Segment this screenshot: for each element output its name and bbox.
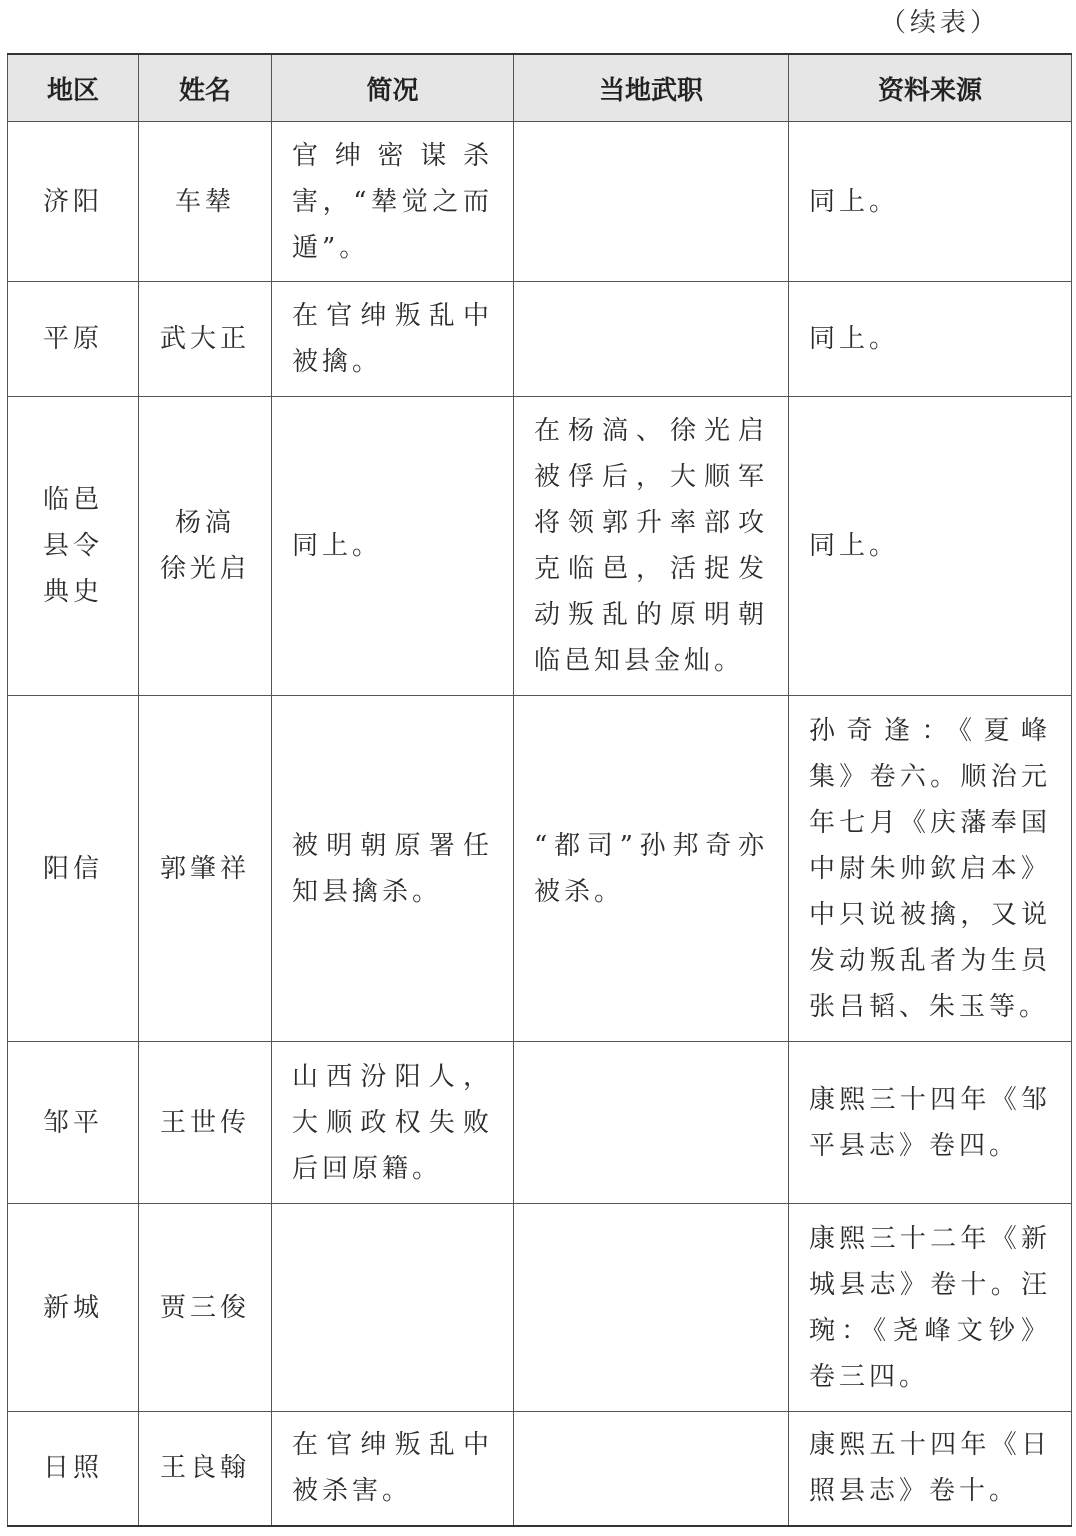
source-cell: 康熙三十二年《新城县志》卷十。汪琬：《尧峰文钞》卷三四。 [789, 1204, 1072, 1412]
summary-cell [272, 1204, 514, 1412]
source-cell: 同上。 [789, 282, 1072, 397]
region-cell: 日照 [8, 1412, 139, 1526]
source-cell: 康熙五十四年《日照县志》卷十。 [789, 1412, 1072, 1526]
summary-cell: 同上。 [272, 397, 514, 696]
region-cell: 临邑 县令 典史 [8, 397, 139, 696]
table-row [8, 282, 1072, 397]
table-header-row [8, 54, 1072, 122]
name-cell: 车辇 [139, 122, 272, 282]
region-cell: 新城 [8, 1204, 139, 1412]
summary-cell: 山西汾阳人，大顺政权失败后回原籍。 [272, 1042, 514, 1204]
military-post-cell [514, 1204, 789, 1412]
header-name: 姓名 [139, 54, 272, 122]
header-source: 资料来源 [789, 54, 1072, 122]
table-row [8, 696, 1072, 1042]
name-cell: 郭肇祥 [139, 696, 272, 1042]
header-summary: 简况 [272, 54, 514, 122]
region-cell: 济阳 [8, 122, 139, 282]
table-row [8, 122, 1072, 282]
military-post-cell [514, 1042, 789, 1204]
name-cell: 王良翰 [139, 1412, 272, 1526]
name-cell: 武大正 [139, 282, 272, 397]
military-post-cell [514, 282, 789, 397]
name-cell: 贾三俊 [139, 1204, 272, 1412]
military-post-cell: 在杨滈、徐光启被俘后，大顺军将领郭升率部攻克临邑，活捉发动叛乱的原明朝临邑知县金灿。 [514, 397, 789, 696]
source-cell: 同上。 [789, 397, 1072, 696]
table-row [8, 1042, 1072, 1204]
officials-table [7, 53, 1072, 1527]
source-cell: 孙奇逢：《夏峰集》卷六。顺治元年七月《庆藩奉国中尉朱帅欽启本》中只说被擒，又说发动叛乱者为生员张吕韬、朱玉等。 [789, 696, 1072, 1042]
region-cell: 阳信 [8, 696, 139, 1042]
military-post-cell [514, 1412, 789, 1526]
region-cell: 平原 [8, 282, 139, 397]
header-region: 地区 [8, 54, 139, 122]
continued-label: （续表） [880, 8, 1001, 38]
summary-cell: 在官绅叛乱中被杀害。 [272, 1412, 514, 1526]
region-cell: 邹平 [8, 1042, 139, 1204]
summary-cell: 在官绅叛乱中被擒。 [272, 282, 514, 397]
military-post-cell: “都司”孙邦奇亦被杀。 [514, 696, 789, 1042]
table-row [8, 397, 1072, 696]
table-row [8, 1412, 1072, 1526]
summary-cell: 被明朝原署任知县擒杀。 [272, 696, 514, 1042]
source-cell: 同上。 [789, 122, 1072, 282]
name-cell: 王世传 [139, 1042, 272, 1204]
table-row [8, 1204, 1072, 1412]
source-cell: 康熙三十四年《邹平县志》卷四。 [789, 1042, 1072, 1204]
name-cell: 杨滈 徐光启 [139, 397, 272, 696]
summary-cell: 官绅密谋杀害，“辇觉之而遁”。 [272, 122, 514, 282]
header-military-post: 当地武职 [514, 54, 789, 122]
military-post-cell [514, 122, 789, 282]
